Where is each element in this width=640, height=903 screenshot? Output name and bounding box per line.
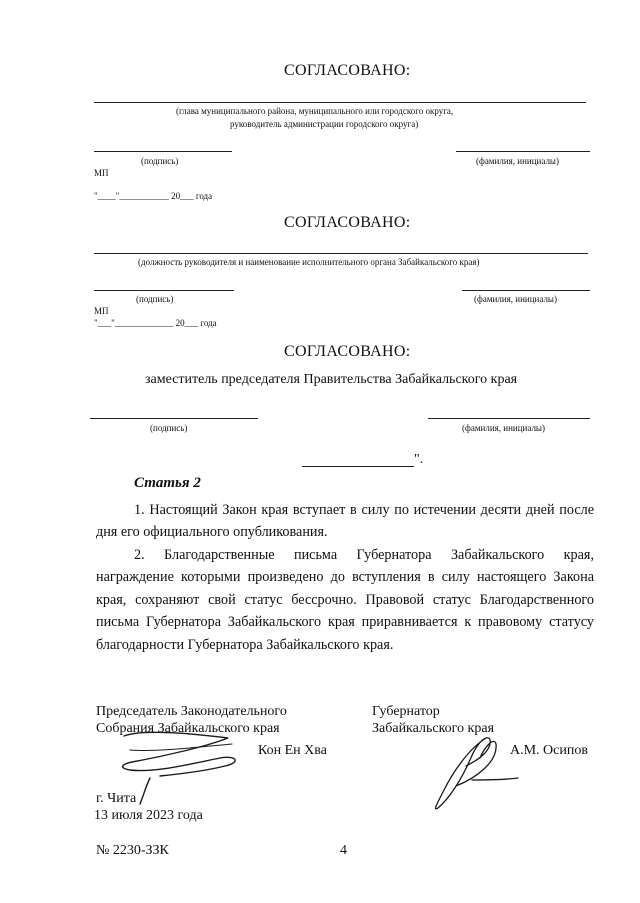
approval-1-stamp-label: МП [94, 168, 109, 178]
approval-1-heading: СОГЛАСОВАНО: [284, 62, 411, 79]
approval-1-caption-2: руководитель администрации городского округа) [230, 119, 419, 129]
approval-3-signature-label: (подпись) [150, 423, 188, 433]
approval-1-name-label: (фамилия, инициалы) [476, 156, 559, 166]
approval-2-date-line: "___"_____________ 20___ года [94, 318, 217, 328]
place: г. Чита [96, 791, 137, 806]
closing-quote: ". [414, 452, 424, 467]
approval-2-name-label: (фамилия, инициалы) [474, 294, 557, 304]
article-paragraph-1 [96, 499, 594, 544]
right-signature-icon [426, 730, 522, 816]
approval-1-name-line [456, 151, 590, 152]
approval-2-signature-label: (подпись) [136, 294, 174, 304]
approval-1-signature-line [94, 151, 232, 152]
approval-1-caption: (глава муниципального района, муниципального или городского округа, [176, 106, 454, 116]
approval-1-line [94, 102, 586, 103]
law-number: № 2230-ЗЗК [96, 843, 169, 858]
approval-3-name-label: (фамилия, инициалы) [462, 423, 545, 433]
right-signatory-name: А.М. Осипов [510, 743, 588, 758]
left-signatory-title-1: Председатель Законодательного [96, 704, 287, 719]
signing-date: 13 июля 2023 года [94, 808, 203, 823]
left-signatory-title-2: Собрания Забайкальского края [96, 721, 280, 736]
approval-3-name-line [428, 418, 590, 419]
article-paragraph-2 [96, 544, 594, 656]
approval-2-stamp-label: МП [94, 306, 109, 316]
approval-2-name-line [462, 290, 590, 291]
approval-1-date-line: "____"___________ 20___ года [94, 191, 213, 201]
article-title: Статья 2 [134, 475, 201, 491]
article-paragraph-1-text: 1. Настоящий Закон края вступает в силу по истечении десяти дней после дня его официального опубликования. [96, 502, 594, 541]
approval-2-caption: (должность руководителя и наименование исполнительного органа Забайкальского края) [138, 257, 480, 267]
page-number: 4 [340, 843, 347, 858]
approval-3-signature-line [90, 418, 258, 419]
approval-2-heading: СОГЛАСОВАНО: [284, 214, 411, 231]
right-signatory-title-1: Губернатор [372, 704, 440, 719]
article-paragraph-2-text: 2. Благодарственные письма Губернатора Забайкальского края, награждение которыми произведено до вступления в силу настоящего Закона края, сохраняют свой статус бессрочно. Правовой статус Благодарственного письма Губернатора Забайкальского края приравнивается к правовому статусу благодарности Губернатора Забайкальского края. [96, 547, 594, 653]
approval-2-signature-line [94, 290, 234, 291]
approval-3-heading: СОГЛАСОВАНО: [284, 343, 411, 360]
approval-2-line [94, 253, 588, 254]
left-signatory-name: Кон Ен Хва [258, 743, 327, 758]
closing-line [302, 466, 414, 467]
approval-3-position: заместитель председателя Правительства Забайкальского края [145, 372, 518, 387]
right-signatory-title-2: Забайкальского края [372, 721, 495, 736]
approval-1-signature-label: (подпись) [141, 156, 179, 166]
